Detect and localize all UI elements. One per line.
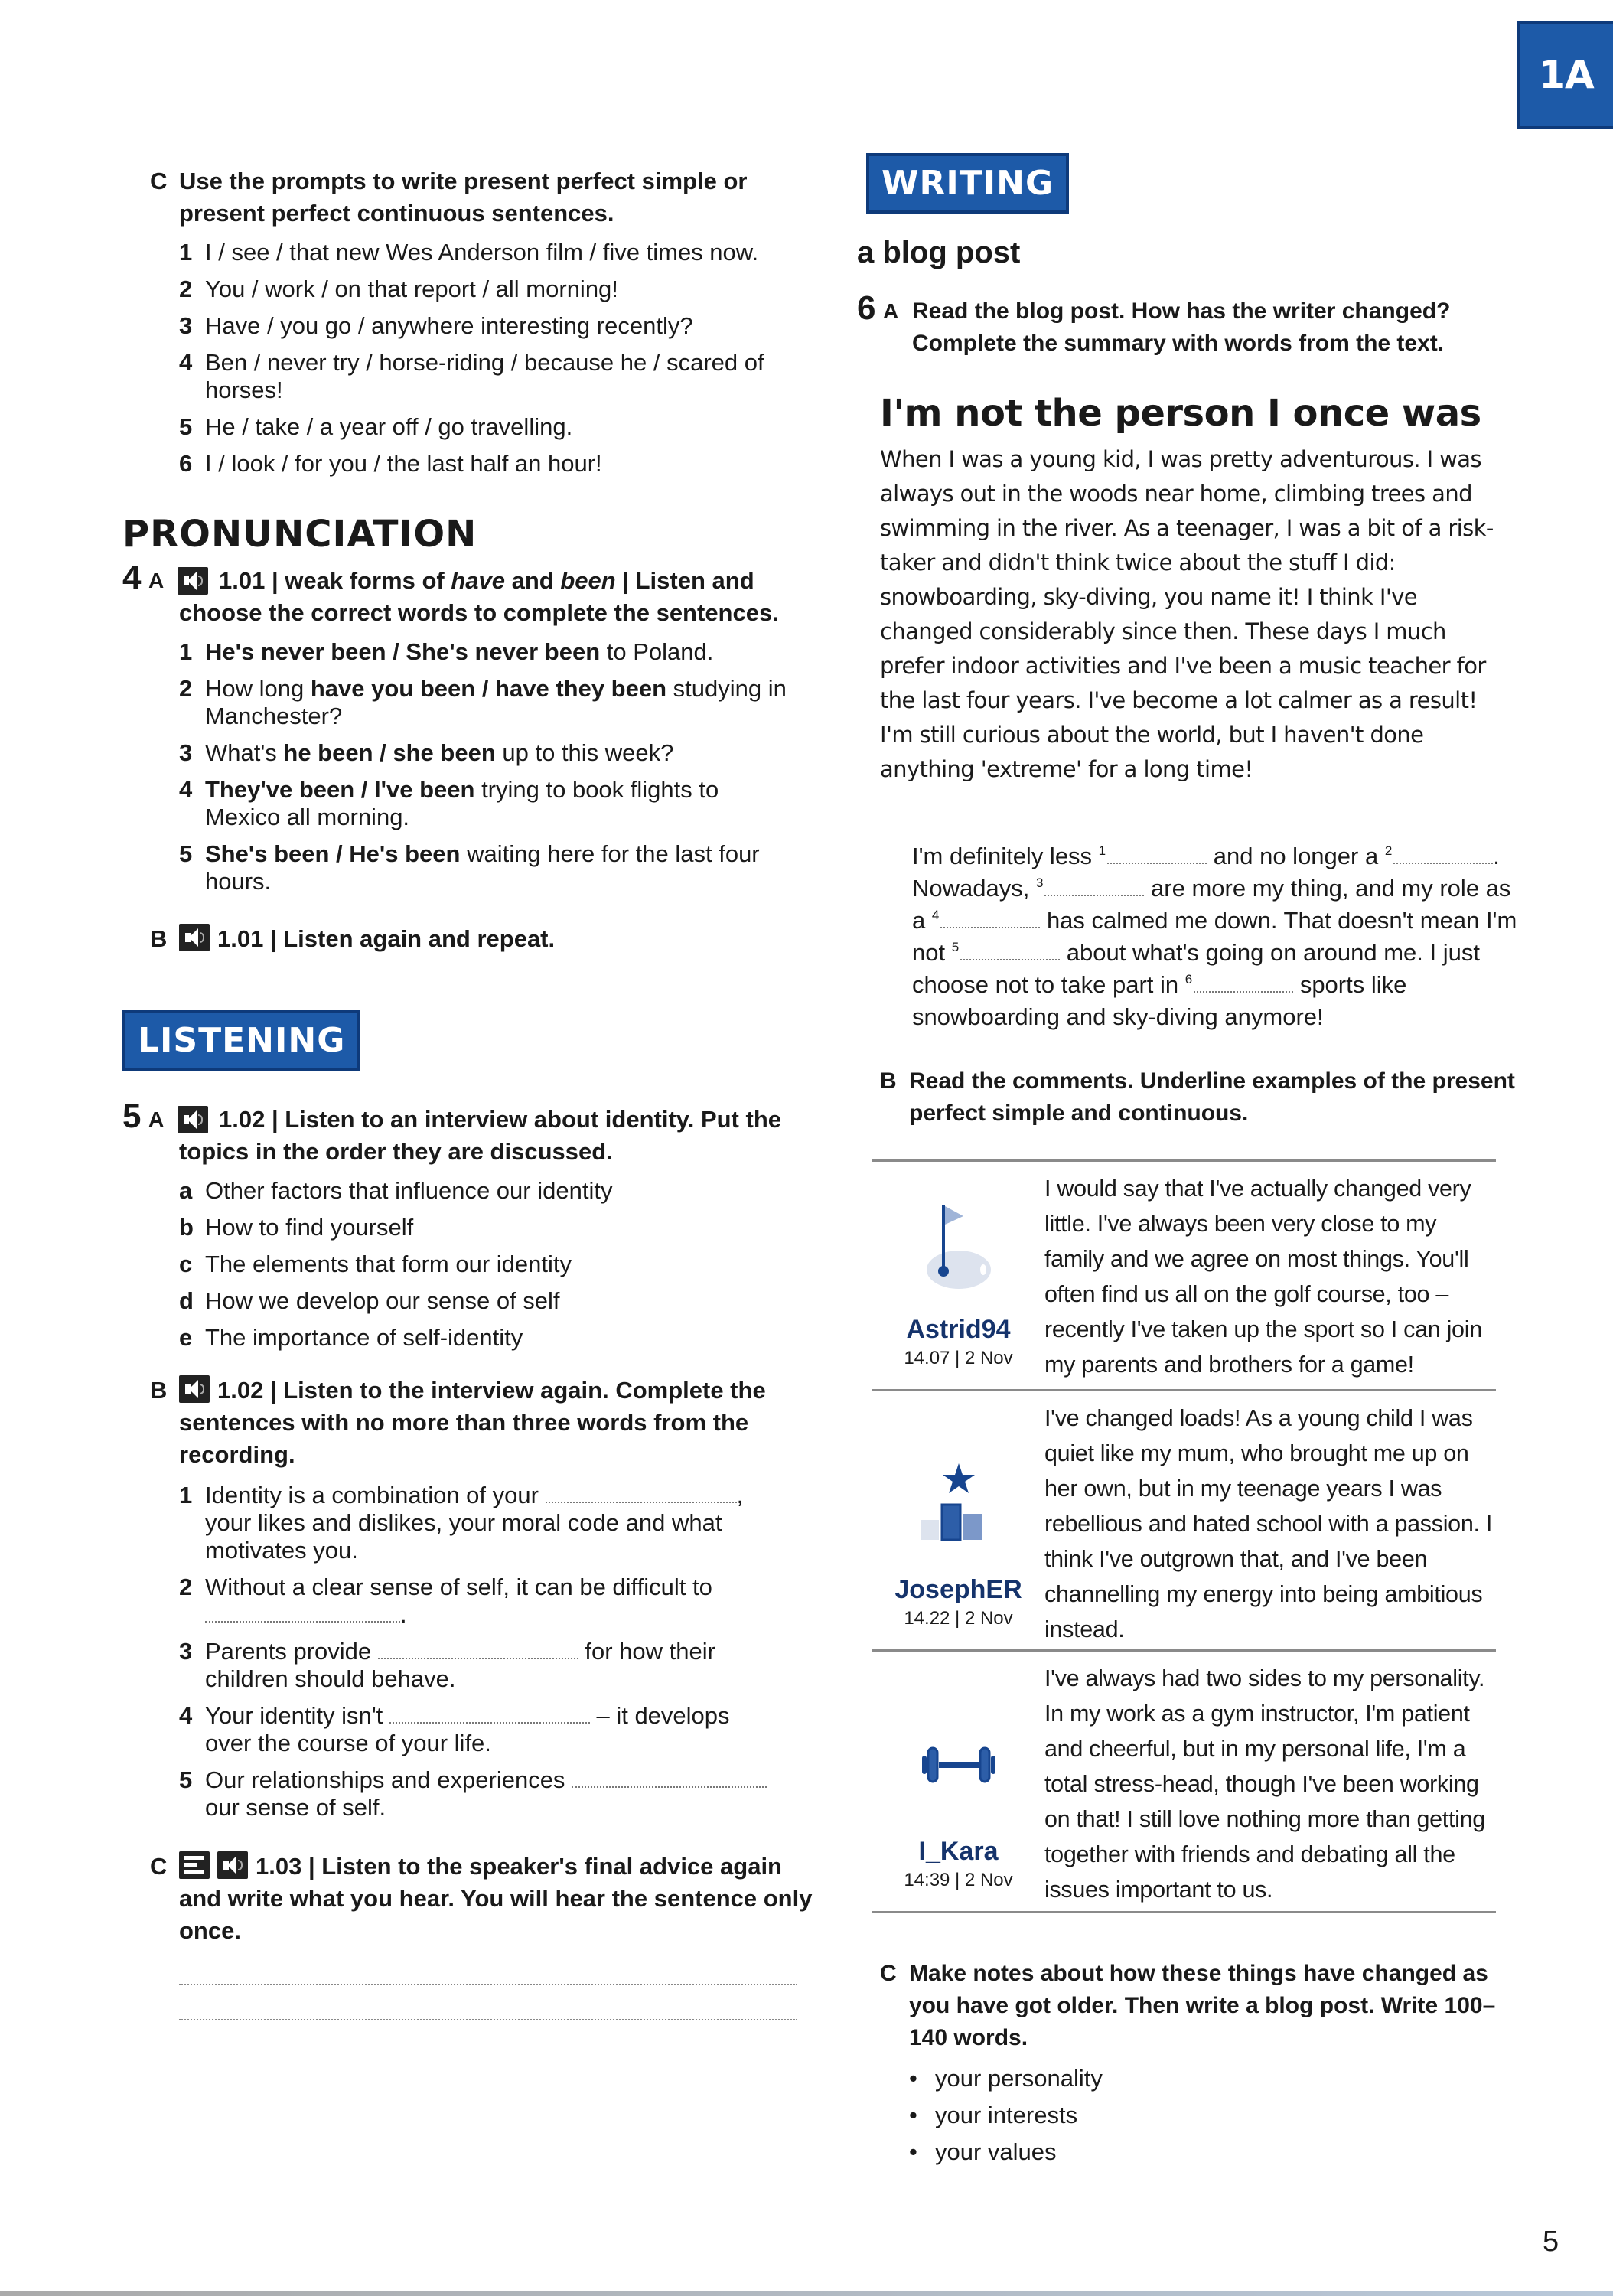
- word-choice[interactable]: She's been / He's been: [205, 840, 461, 867]
- exercise-instruction: B 1.01 | Listen again and repeat.: [150, 923, 808, 955]
- list-item: d How we develop our sense of self: [179, 1287, 560, 1314]
- exercise-number: 4: [122, 559, 142, 596]
- username: JosephER: [894, 1575, 1022, 1604]
- exercise-6c: [880, 1958, 1530, 2170]
- podium-star-icon: [905, 1450, 1012, 1557]
- list-item: 5 Our relationships and experiences our sense of self.: [179, 1766, 806, 1821]
- instruction-text: Read the blog post. How has the writer changed? Complete the summary with words from the text.: [912, 298, 1451, 356]
- comment-text: I've always had two sides to my personality. In my work as a gym instructor, I'm patient and cheerful, but in my personal life, I'm a total stress-head, though I've been working on that! I still love nothing more than getting together with friends and debating all the issues important to us.: [1044, 1665, 1485, 1903]
- exercise-label: A: [883, 299, 899, 323]
- topic-list: [122, 1177, 811, 1352]
- unit-tab: 1A: [1517, 21, 1613, 129]
- list-item: 1 I / see / that new Wes Anderson film / five times now.: [179, 239, 759, 266]
- exercise-instruction: 5 A 1.02 | Listen to an interview about identity. Put the topics in the order they are discussed.: [122, 1097, 781, 1165]
- comment: [872, 1389, 1496, 1649]
- instruction-text: Make notes about how these things have changed as you have got older. Then write a blog post. Write 100–140 words.: [909, 1961, 1496, 2050]
- summary-blank-2[interactable]: [1393, 863, 1493, 864]
- instruction-text: Read the comments. Underline examples of the present perfect simple and continuous.: [909, 1068, 1515, 1126]
- comment-time: 14:39 | 2 Nov: [904, 1870, 1013, 1890]
- comment: [872, 1649, 1496, 1913]
- comments-list: [872, 1159, 1496, 1913]
- summary-blank-6[interactable]: [1194, 991, 1293, 993]
- exercise-label: C: [880, 1961, 897, 1986]
- dumbbell-icon: [905, 1711, 1012, 1818]
- track-number: 1.02: [217, 1377, 264, 1404]
- list-item: 3 Have / you go / anywhere interesting recently?: [179, 312, 693, 339]
- text-icon: [179, 1853, 217, 1880]
- gap-fill-list: [150, 1482, 823, 1821]
- comment-user: [872, 1171, 1044, 1380]
- list-item: 2 Without a clear sense of self, it can be difficult to .: [179, 1574, 712, 1628]
- answer-blank[interactable]: [378, 1658, 578, 1659]
- list-item: a Other factors that influence our identity: [179, 1177, 613, 1204]
- list-item: 4 Ben / never try / horse-riding / because he / scared of horses!: [179, 349, 764, 403]
- exercise-label: C: [150, 1853, 168, 1880]
- list-item: 1 He's never been / She's never been to Poland.: [179, 638, 714, 665]
- username: I_Kara: [918, 1837, 999, 1866]
- list-item: e The importance of self-identity: [179, 1324, 523, 1351]
- word-choice[interactable]: They've been / I've been: [205, 776, 475, 803]
- exercise-6b: [880, 1065, 1530, 1130]
- instruction-text: Listen to an interview about identity. Put the topics in the order they are discussed.: [179, 1106, 781, 1165]
- exercise-4b: [150, 923, 808, 955]
- audio-icon[interactable]: [179, 1377, 217, 1404]
- word-choice[interactable]: he been / she been: [283, 739, 496, 766]
- writing-subtitle: a blog post: [857, 236, 1021, 269]
- comment-user: [872, 1401, 1044, 1640]
- comment-time: 14.07 | 2 Nov: [904, 1348, 1013, 1368]
- audio-icon[interactable]: [178, 1105, 216, 1137]
- instruction-text: Listen again and repeat.: [283, 925, 556, 952]
- list-item: 3 What's he been / she been up to this week?: [179, 739, 674, 766]
- blog-title: I'm not the person I once was: [880, 392, 1481, 435]
- exercise-instruction: [880, 1958, 1530, 2054]
- list-item: 5 She's been / He's been waiting here for the last four hours.: [179, 840, 760, 895]
- instruction-text: Listen to the interview again. Complete the sentences with no more than three words from the recording.: [179, 1377, 766, 1468]
- list-item: 1 Identity is a combination of your , your likes and dislikes, your moral code and what motivates you.: [179, 1482, 744, 1564]
- audio-icon[interactable]: [217, 1853, 256, 1880]
- exercise-4a: [122, 559, 811, 905]
- instruction-text: Listen to the speaker's final advice again and write what you hear. You will hear the sentence only once.: [179, 1853, 813, 1944]
- sentence-list: [122, 638, 811, 895]
- answer-blank[interactable]: [205, 1621, 400, 1623]
- exercise-instruction: B 1.02 | Listen to the interview again. Complete the sentences with no more than three words from the recording.: [150, 1375, 823, 1471]
- comment-user: [872, 1661, 1044, 1902]
- exercise-label: C: [150, 168, 168, 194]
- exercise-instruction: [880, 1065, 1530, 1130]
- bullet-item: • your interests: [909, 2097, 1530, 2134]
- exercise-5c: [150, 1851, 823, 2020]
- comment: [872, 1159, 1496, 1389]
- list-item: 3 Parents provide for how their children should behave.: [179, 1638, 715, 1692]
- write-line[interactable]: [179, 1984, 797, 1985]
- section-title-pronunciation: PRONUNCIATION: [122, 513, 477, 556]
- exercise-number: 5: [122, 1097, 142, 1135]
- instruction-text: Listen and choose the correct words to complete the sentences.: [179, 567, 779, 626]
- bullet-item: • your values: [909, 2134, 1530, 2170]
- list-item: c The elements that form our identity: [179, 1251, 572, 1277]
- answer-blank[interactable]: [389, 1722, 590, 1724]
- golf-flag-icon: [905, 1189, 1012, 1296]
- comment-text: I would say that I've actually changed very little. I've always been very close to my family and we agree on most things. You'll often find us all on the golf course, too – recently I've taken up the sport so I can join my parents and brothers for a game!: [1044, 1176, 1482, 1378]
- blog-post: [880, 392, 1538, 787]
- username: Astrid94: [906, 1315, 1011, 1344]
- audio-icon[interactable]: [178, 566, 216, 598]
- track-number: 1.02: [219, 1106, 266, 1133]
- list-item: 2 How long have you been / have they been studying in Manchester?: [179, 675, 787, 729]
- list-item: 2 You / work / on that report / all morning!: [179, 276, 618, 302]
- section-title-writing: WRITING: [866, 153, 1069, 214]
- section-title-listening: LISTENING: [122, 1010, 360, 1071]
- blog-body: When I was a young kid, I was pretty adventurous. I was always out in the woods near home, climbing trees and swimming in the river. As a teenager, I was a bit of a risk-taker and didn't think twice about the stuff I did: snowboarding, sky-diving, you name it! I think I've changed considerably since then. These days I much prefer indoor activities and I've been a music teacher for the last four years. I've become a lot calmer as a result! I'm still curious about the world, but I haven't done anything 'extreme' for a long time!: [880, 446, 1494, 782]
- exercise-label: B: [150, 925, 168, 952]
- prompt-list: [150, 239, 823, 478]
- write-line[interactable]: [179, 2019, 797, 2020]
- list-item: 5 He / take / a year off / go travelling.: [179, 413, 573, 440]
- list-item: b How to find yourself: [179, 1214, 414, 1241]
- exercise-5a: [122, 1097, 811, 1361]
- grammar-exercise-c: [150, 165, 823, 487]
- answer-blank[interactable]: [572, 1786, 767, 1788]
- exercise-6a: [857, 289, 1530, 360]
- exercise-instruction: C 1.03 | Listen to the speaker's final advice again and write what you hear. You will hear the sentence only once.: [150, 1851, 823, 1947]
- comment-time: 14.22 | 2 Nov: [904, 1608, 1013, 1629]
- word-choice[interactable]: have you been / have they been: [310, 675, 667, 702]
- track-number: 1.01: [217, 925, 264, 952]
- exercise-label: A: [148, 569, 165, 592]
- page-number: 5: [1543, 2226, 1559, 2258]
- list-item: 4 They've been / I've been trying to book flights to Mexico all morning.: [179, 776, 719, 830]
- audio-icon[interactable]: [179, 925, 217, 952]
- exercise-label: B: [150, 1377, 168, 1404]
- blog-summary: I'm definitely less $^1$ and no longer a $^2$ . Nowadays, $^3$ are more my thing, and my role as a $^4$ has calmed me down. That doesn't mean I'm not $^5$ about what's going on around me. I just choose not to take part in $^6$ sports like snowboarding and sky-diving anymore!: [912, 843, 1517, 1030]
- list-item: 6 I / look / for you / the last half an hour!: [179, 450, 602, 477]
- bullet-item: • your personality: [909, 2060, 1530, 2097]
- summary-blank-4[interactable]: [940, 927, 1040, 928]
- exercise-label: B: [880, 1068, 897, 1094]
- track-number: 1.03: [256, 1853, 302, 1880]
- instruction-text: Use the prompts to write present perfect simple or present perfect continuous sentences.: [179, 168, 748, 227]
- word-choice[interactable]: He's never been / She's never been: [205, 638, 601, 665]
- exercise-number: 6: [857, 289, 876, 327]
- summary-blank-5[interactable]: [960, 959, 1060, 960]
- bullet-list: [880, 2060, 1530, 2170]
- exercise-instruction: 4 A 1.01 | weak forms of have and been | Listen and choose the correct words to complete the sentences.: [122, 559, 779, 626]
- exercise-label: A: [148, 1107, 165, 1131]
- answer-blank[interactable]: [546, 1502, 737, 1503]
- summary-blank-3[interactable]: [1044, 895, 1144, 896]
- comment-text: I've changed loads! As a young child I was quiet like my mum, who brought me up on her own, but in my teenage years I was rebellious and hated school with a passion. I think I've outgrown that, and I've been channelling my energy into being ambitious instead.: [1044, 1405, 1493, 1642]
- exercise-5b: [150, 1375, 823, 1831]
- track-number: 1.01: [219, 567, 266, 594]
- exercise-instruction: [857, 289, 1530, 360]
- summary-blank-1[interactable]: [1107, 863, 1207, 864]
- list-item: 4 Your identity isn't – it develops over the course of your life.: [179, 1702, 730, 1756]
- page-edge-divider: [0, 2291, 1613, 2296]
- exercise-instruction: [150, 165, 823, 230]
